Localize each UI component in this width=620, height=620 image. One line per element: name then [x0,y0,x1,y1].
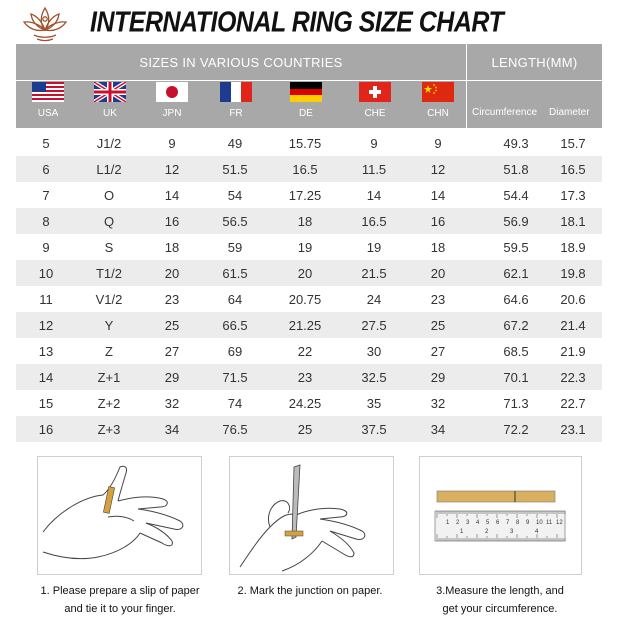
ruler-number: 12 [556,520,563,526]
diameter-label: Diameter [549,107,590,118]
cell-uk: Z+3 [97,422,121,437]
cell-de: 15.75 [288,136,322,151]
step1-illustration [37,456,202,575]
col-che [343,81,407,128]
cell-che: 37.5 [361,422,387,437]
step2-caption-line1: 2. Mark the junction on paper. [237,585,383,597]
cell-circumference: 51.8 [503,162,529,177]
cell-chn: 20 [430,266,446,281]
cell-usa: 5 [42,136,50,151]
cell-circumference: 56.9 [503,214,529,229]
cell-jpn: 23 [164,292,180,307]
cell-uk: L1/2 [96,162,122,177]
hand-marking-pen-icon [230,457,393,574]
usa-flag-icon [32,82,64,102]
cell-diameter: 16.5 [560,162,586,177]
col-de [274,81,338,128]
switzerland-flag-icon [359,82,391,102]
cell-diameter: 21.4 [560,318,586,333]
cell-circumference: 70.1 [503,370,529,385]
length-subheaders [467,81,602,128]
cell-che: 32.5 [361,370,387,385]
col-uk [78,81,142,128]
cell-che: 27.5 [361,318,387,333]
col-fr [204,81,268,128]
cell-jpn: 20 [164,266,180,281]
table-header [16,44,602,128]
page-title: INTERNATIONAL RING SIZE CHART [90,6,504,39]
cell-circumference: 72.2 [503,422,529,437]
step1-caption [25,582,215,618]
cell-circumference: 71.3 [503,396,529,411]
table-body [16,130,602,442]
cell-chn: 9 [434,136,442,151]
cell-diameter: 22.3 [560,370,586,385]
cell-che: 21.5 [361,266,387,281]
cell-chn: 34 [430,422,446,437]
cell-diameter: 19.8 [560,266,586,281]
cell-circumference: 54.4 [503,188,529,203]
uk-flag-icon [94,82,126,102]
cell-uk: T1/2 [95,266,122,281]
ruler-number: 11 [546,520,553,526]
countries-group-header [16,44,467,128]
cell-fr: 71.5 [222,370,248,385]
cell-usa: 11 [39,292,53,307]
table-row [16,390,602,416]
cell-fr: 69 [227,344,243,359]
cell-jpn: 29 [164,370,180,385]
ruler-number: 3 [510,529,514,535]
col-chn [406,81,470,128]
cell-uk: V1/2 [95,292,123,307]
cell-che: 35 [366,396,382,411]
measuring-steps [0,456,620,620]
ruler-number: 10 [536,520,543,526]
step2-caption [215,582,405,600]
cell-chn: 32 [430,396,446,411]
cell-jpn: 16 [164,214,180,229]
table-row [16,312,602,338]
table-row [16,182,602,208]
cell-circumference: 59.5 [503,240,529,255]
country-label: CHE [364,108,386,119]
cell-diameter: 17.3 [560,188,586,203]
length-group-header [467,44,602,128]
cell-chn: 14 [430,188,446,203]
cell-usa: 6 [42,162,50,177]
cell-uk: Z+2 [97,396,121,411]
table-row [16,364,602,390]
step3-caption-line2: get your circumference. [442,603,558,615]
cell-chn: 25 [430,318,446,333]
step3-illustration [419,456,582,575]
cell-chn: 27 [430,344,446,359]
cell-usa: 14 [38,370,54,385]
ruler-number: 6 [496,520,500,526]
cell-usa: 8 [42,214,50,229]
cell-diameter: 21.9 [560,344,586,359]
table-row [16,416,602,442]
cell-che: 9 [370,136,378,151]
cell-fr: 56.5 [222,214,248,229]
country-label: CHN [427,108,449,119]
ruler-number: 2 [485,529,489,535]
cell-de: 19 [297,240,313,255]
country-label: DE [299,108,313,119]
cell-chn: 12 [430,162,446,177]
step3-caption-line1: 3.Measure the length, and [436,585,564,597]
cell-jpn: 27 [164,344,180,359]
cell-de: 23 [297,370,313,385]
cell-de: 17.25 [288,188,322,203]
paper-and-ruler-icon [420,457,581,574]
cell-diameter: 18.1 [560,214,586,229]
cell-diameter: 18.9 [560,240,586,255]
ruler-number: 1 [446,520,450,526]
cell-jpn: 25 [164,318,180,333]
ruler-number: 1 [460,529,464,535]
cell-fr: 66.5 [222,318,248,333]
countries-group-title: SIZES IN VARIOUS COUNTRIES [139,55,343,70]
country-label: FR [229,108,243,119]
hand-with-paper-icon [38,457,201,574]
cell-chn: 16 [430,214,446,229]
cell-fr: 49 [227,136,243,151]
cell-usa: 12 [38,318,54,333]
table-row [16,208,602,234]
cell-diameter: 23.1 [560,422,586,437]
ring-size-table [16,44,602,437]
cell-uk: O [103,188,115,203]
cell-che: 19 [366,240,382,255]
japan-flag-icon [156,82,188,102]
cell-che: 24 [366,292,382,307]
cell-jpn: 18 [164,240,180,255]
cell-diameter: 15.7 [560,136,586,151]
cell-usa: 10 [38,266,54,281]
cell-de: 25 [297,422,313,437]
france-flag-icon [220,82,252,102]
step2-illustration [229,456,394,575]
cell-usa: 7 [42,188,50,203]
ruler-number: 2 [456,520,460,526]
china-flag-icon [422,82,454,102]
lotus-logo-icon [22,2,68,44]
ruler-number: 4 [535,529,539,535]
cell-uk: Q [103,214,115,229]
cell-de: 20 [297,266,313,281]
table-row [16,156,602,182]
cell-uk: J1/2 [96,136,122,151]
cell-usa: 9 [42,240,50,255]
cell-circumference: 49.3 [503,136,529,151]
table-row [16,338,602,364]
ruler-number: 8 [516,520,520,526]
cell-uk: Y [104,318,114,333]
cell-chn: 18 [430,240,446,255]
cell-circumference: 68.5 [503,344,529,359]
ruler-number: 4 [476,520,480,526]
cell-diameter: 22.7 [560,396,586,411]
cell-de: 21.25 [288,318,322,333]
cell-jpn: 34 [164,422,180,437]
circumference-label: Circumference [472,107,538,118]
cell-che: 14 [366,188,382,203]
cell-jpn: 12 [164,162,180,177]
cell-uk: Z [105,344,113,359]
step1-caption-line1: 1. Please prepare a slip of paper [40,585,200,597]
cell-circumference: 67.2 [503,318,529,333]
cell-chn: 23 [430,292,446,307]
cell-uk: S [104,240,114,255]
table-row [16,260,602,286]
cell-fr: 61.5 [222,266,248,281]
cell-fr: 51.5 [222,162,248,177]
table-row [16,286,602,312]
cell-che: 16.5 [361,214,387,229]
ruler-number: 5 [486,520,490,526]
length-group-title: LENGTH(MM) [491,55,578,70]
cell-de: 16.5 [292,162,318,177]
country-label: UK [103,108,117,119]
cell-fr: 59 [227,240,243,255]
cell-de: 24.25 [288,396,322,411]
cell-circumference: 62.1 [503,266,529,281]
step3-caption [405,582,595,618]
country-label: USA [37,108,59,119]
step1-caption-line2: and tie it to your finger. [64,603,176,615]
ruler-number: 3 [466,520,470,526]
cell-fr: 64 [227,292,243,307]
cell-chn: 29 [430,370,446,385]
cell-fr: 74 [227,396,243,411]
cell-che: 11.5 [361,162,387,177]
germany-flag-icon [290,82,322,102]
cell-jpn: 14 [164,188,180,203]
table-row [16,234,602,260]
cell-fr: 76.5 [222,422,248,437]
cell-usa: 13 [38,344,54,359]
ruler-number: 9 [526,520,530,526]
cell-de: 22 [297,344,313,359]
col-usa [16,81,80,128]
cell-che: 30 [366,344,382,359]
country-label: JPN [162,108,182,119]
cell-uk: Z+1 [97,370,121,385]
cell-usa: 16 [38,422,54,437]
cell-usa: 15 [38,396,54,411]
cell-de: 20.75 [288,292,322,307]
table-row [16,130,602,156]
cell-jpn: 32 [164,396,180,411]
cell-circumference: 64.6 [503,292,529,307]
cell-fr: 54 [227,188,243,203]
cell-diameter: 20.6 [560,292,586,307]
col-jpn [140,81,204,128]
cell-jpn: 9 [168,136,176,151]
ruler-number: 7 [506,520,510,526]
cell-de: 18 [297,214,313,229]
